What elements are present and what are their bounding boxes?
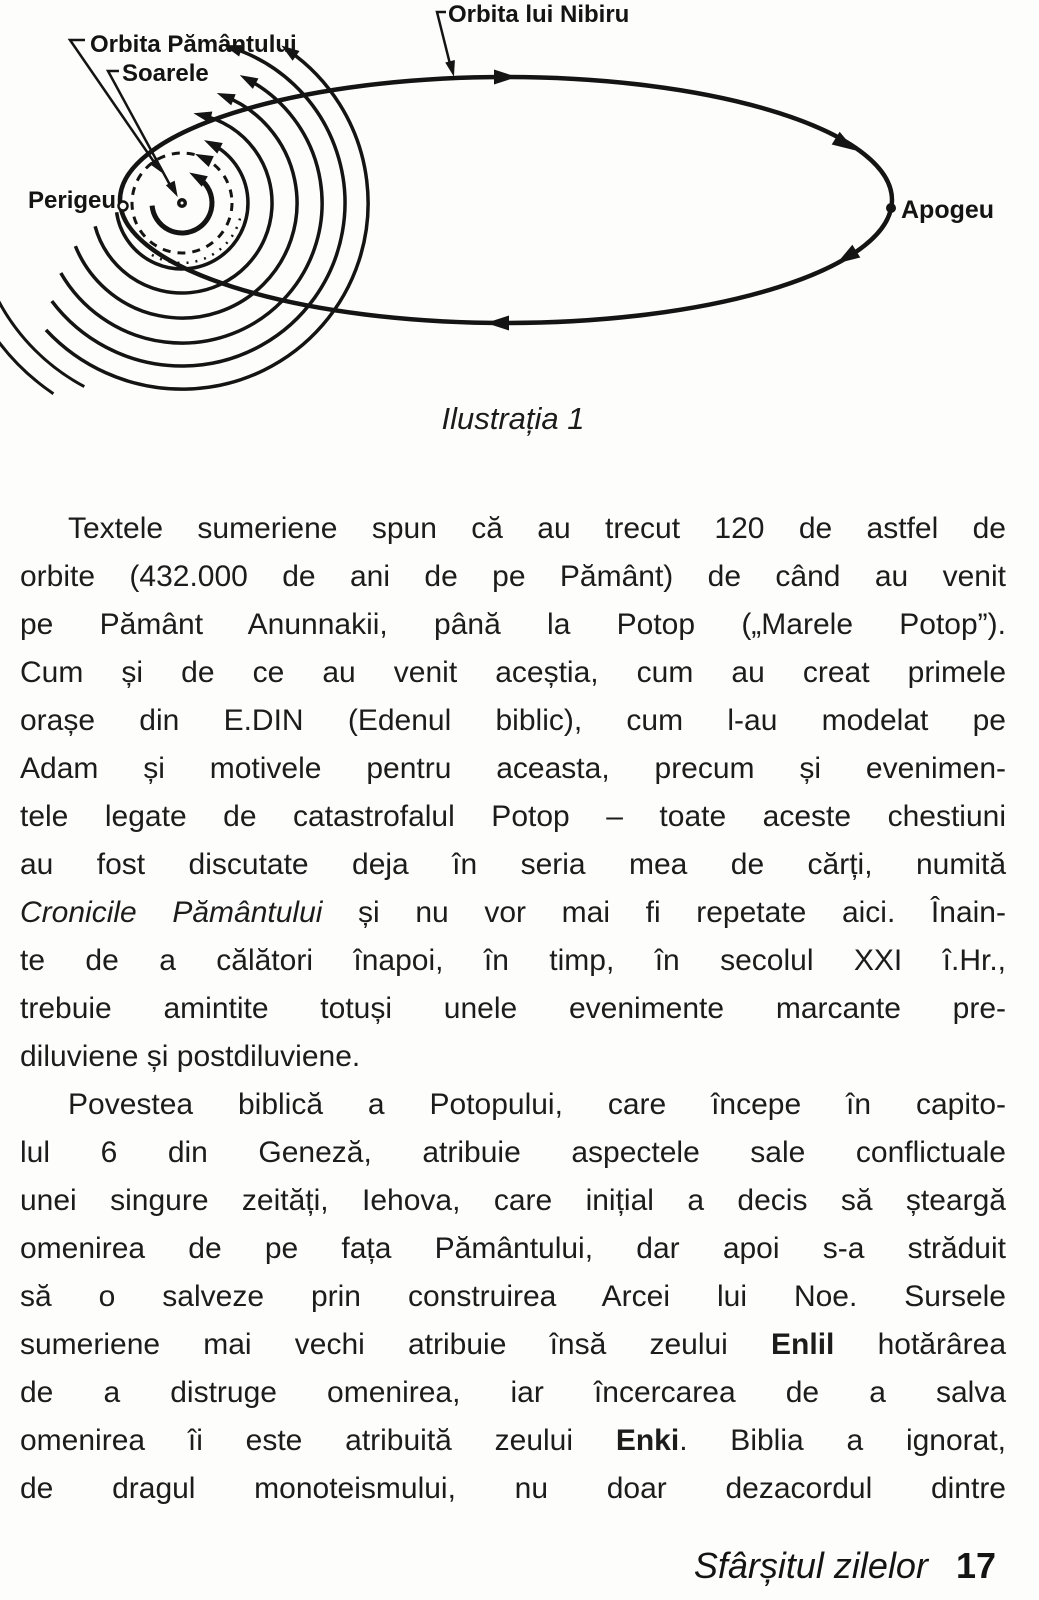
text-segment: omenirea îi este atribuită zeului [20, 1424, 616, 1457]
text-segment: Enlil [771, 1328, 835, 1361]
text-segment: . Biblia a ignorat, [679, 1424, 1007, 1457]
orbit-diagram [0, 0, 1039, 398]
label-sun: Soarele [122, 60, 209, 87]
nibiru-direction-arrow-icon [486, 70, 860, 331]
text-segment: de a distruge omenirea, iar încercarea de a salva [20, 1376, 1006, 1409]
text-segment: orașe din E.DIN (Edenul biblic), cum l-au modelat pe [20, 704, 1006, 737]
apogee-dot [886, 203, 896, 213]
text-line [20, 553, 1006, 601]
text-segment: Cum și de ce au venit aceștia, cum au creat primele [20, 656, 1006, 689]
text-segment: hotărârea [834, 1328, 1006, 1361]
text-line [20, 1177, 1006, 1225]
text-line [20, 601, 1006, 649]
text-segment: de dragul monoteismului, nu doar dezacordul dintre [20, 1472, 1006, 1505]
text-segment: să o salveze prin construirea Arcei lui Noe. Sursele [20, 1280, 1006, 1313]
sun-dot-center [181, 202, 184, 205]
text-line [20, 745, 1006, 793]
text-segment: au fost discutate deja în seria mea de cărți, numită [20, 848, 1006, 881]
text-segment: unei singure zeități, Iehova, care inițial a decis să șteargă [20, 1184, 1006, 1217]
text-segment: sumeriene mai vechi atribuie însă zeului [20, 1328, 772, 1361]
text-line [20, 985, 1006, 1033]
label-perigee: Perigeu [28, 187, 117, 214]
text-line [20, 649, 1006, 697]
body-text [20, 505, 1006, 1513]
text-line [20, 1033, 1006, 1081]
text-segment: lul 6 din Geneză, atribuie aspectele sale conflictuale [20, 1136, 1006, 1169]
nibiru-orbit-ellipse [120, 77, 892, 323]
text-segment: Povestea biblică a Potopului, care începe în capito- [68, 1088, 1006, 1121]
text-segment: trebuie amintite totuși unele evenimente marcante pre- [20, 992, 1006, 1025]
text-segment: te de a călători înapoi, în timp, în secolul XXI î.Hr., [20, 944, 1006, 977]
label-apogee: Apogeu [901, 196, 995, 224]
text-line [20, 697, 1006, 745]
text-line [20, 1321, 1006, 1369]
text-segment: diluviene și postdiluviene. [20, 1040, 361, 1073]
text-segment: și nu vor mai fi repetate aici. Înain- [322, 896, 1006, 929]
page-number: 17 [955, 1545, 996, 1586]
text-line [20, 1369, 1006, 1417]
text-line [20, 1273, 1006, 1321]
text-line [20, 1417, 1006, 1465]
orbit-fan-arcs [0, 301, 84, 394]
text-line [20, 1081, 1006, 1129]
text-line [20, 1129, 1006, 1177]
text-segment: Enki [615, 1424, 680, 1457]
text-line [20, 841, 1006, 889]
text-segment: Cronicile Pământului [20, 896, 323, 929]
perigee-dot [119, 202, 128, 211]
text-line [20, 889, 1006, 937]
text-segment: orbite (432.000 de ani de pe Pământ) de când au venit [20, 560, 1006, 593]
text-line [20, 1225, 1006, 1273]
figure-caption: Ilustrația 1 [441, 401, 585, 436]
planet-orbit-arcs [46, 48, 368, 389]
text-segment: tele legate de catastrofalul Potop – toate aceste chestiuni [20, 800, 1006, 833]
page-footer [20, 1546, 996, 1586]
text-line [20, 793, 1006, 841]
text-segment: omenirea de pe fața Pământului, dar apoi s-a străduit [20, 1232, 1006, 1265]
label-nibiru-orbit: Orbita lui Nibiru [448, 1, 630, 28]
text-line [20, 937, 1006, 985]
label-earth-orbit: Orbita Pământului [90, 31, 297, 58]
text-segment: Textele sumeriene spun că au trecut 120 de astfel de [68, 512, 1006, 545]
text-line [20, 505, 1006, 553]
text-line [20, 1465, 1006, 1513]
text-segment: Adam și motivele pentru aceasta, precum și evenimen- [20, 752, 1006, 785]
text-segment: pe Pământ Anunnakii, până la Potop („Marele Potop”). [20, 608, 1006, 641]
running-book-title: Sfârșitul zilelor [693, 1545, 928, 1586]
